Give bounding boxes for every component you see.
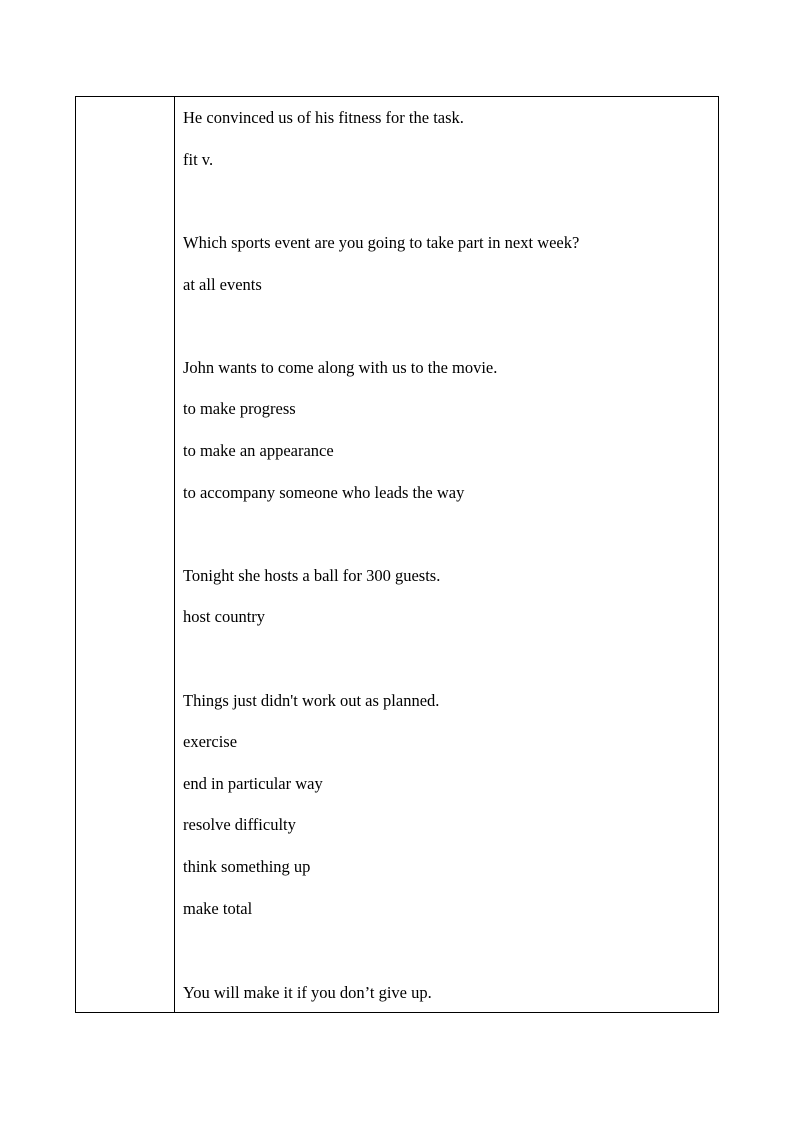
text-line: exercise: [183, 732, 238, 751]
text-line: to accompany someone who leads the way: [183, 483, 465, 502]
text-line: to make progress: [183, 399, 296, 418]
text-line: to make an appearance: [183, 441, 334, 460]
text-line: think something up: [183, 857, 311, 876]
text-line: at all events: [183, 275, 262, 294]
text-line: resolve difficulty: [183, 815, 296, 834]
table-right-cell: [175, 97, 718, 1012]
text-line: John wants to come along with us to the movie.: [183, 358, 498, 377]
content-table: [75, 96, 719, 1013]
text-line: fit v.: [183, 150, 214, 169]
text-line: He convinced us of his fitness for the task.: [183, 108, 464, 127]
text-line: make total: [183, 899, 253, 918]
table-left-cell: [76, 97, 175, 1012]
text-line: Things just didn't work out as planned.: [183, 691, 440, 710]
text-line: Which sports event are you going to take part in next week?: [183, 233, 580, 252]
text-line: end in particular way: [183, 774, 323, 793]
text-line: You will make it if you don’t give up.: [183, 983, 432, 1002]
text-line: host country: [183, 607, 266, 626]
text-line: Tonight she hosts a ball for 300 guests.: [183, 566, 441, 585]
